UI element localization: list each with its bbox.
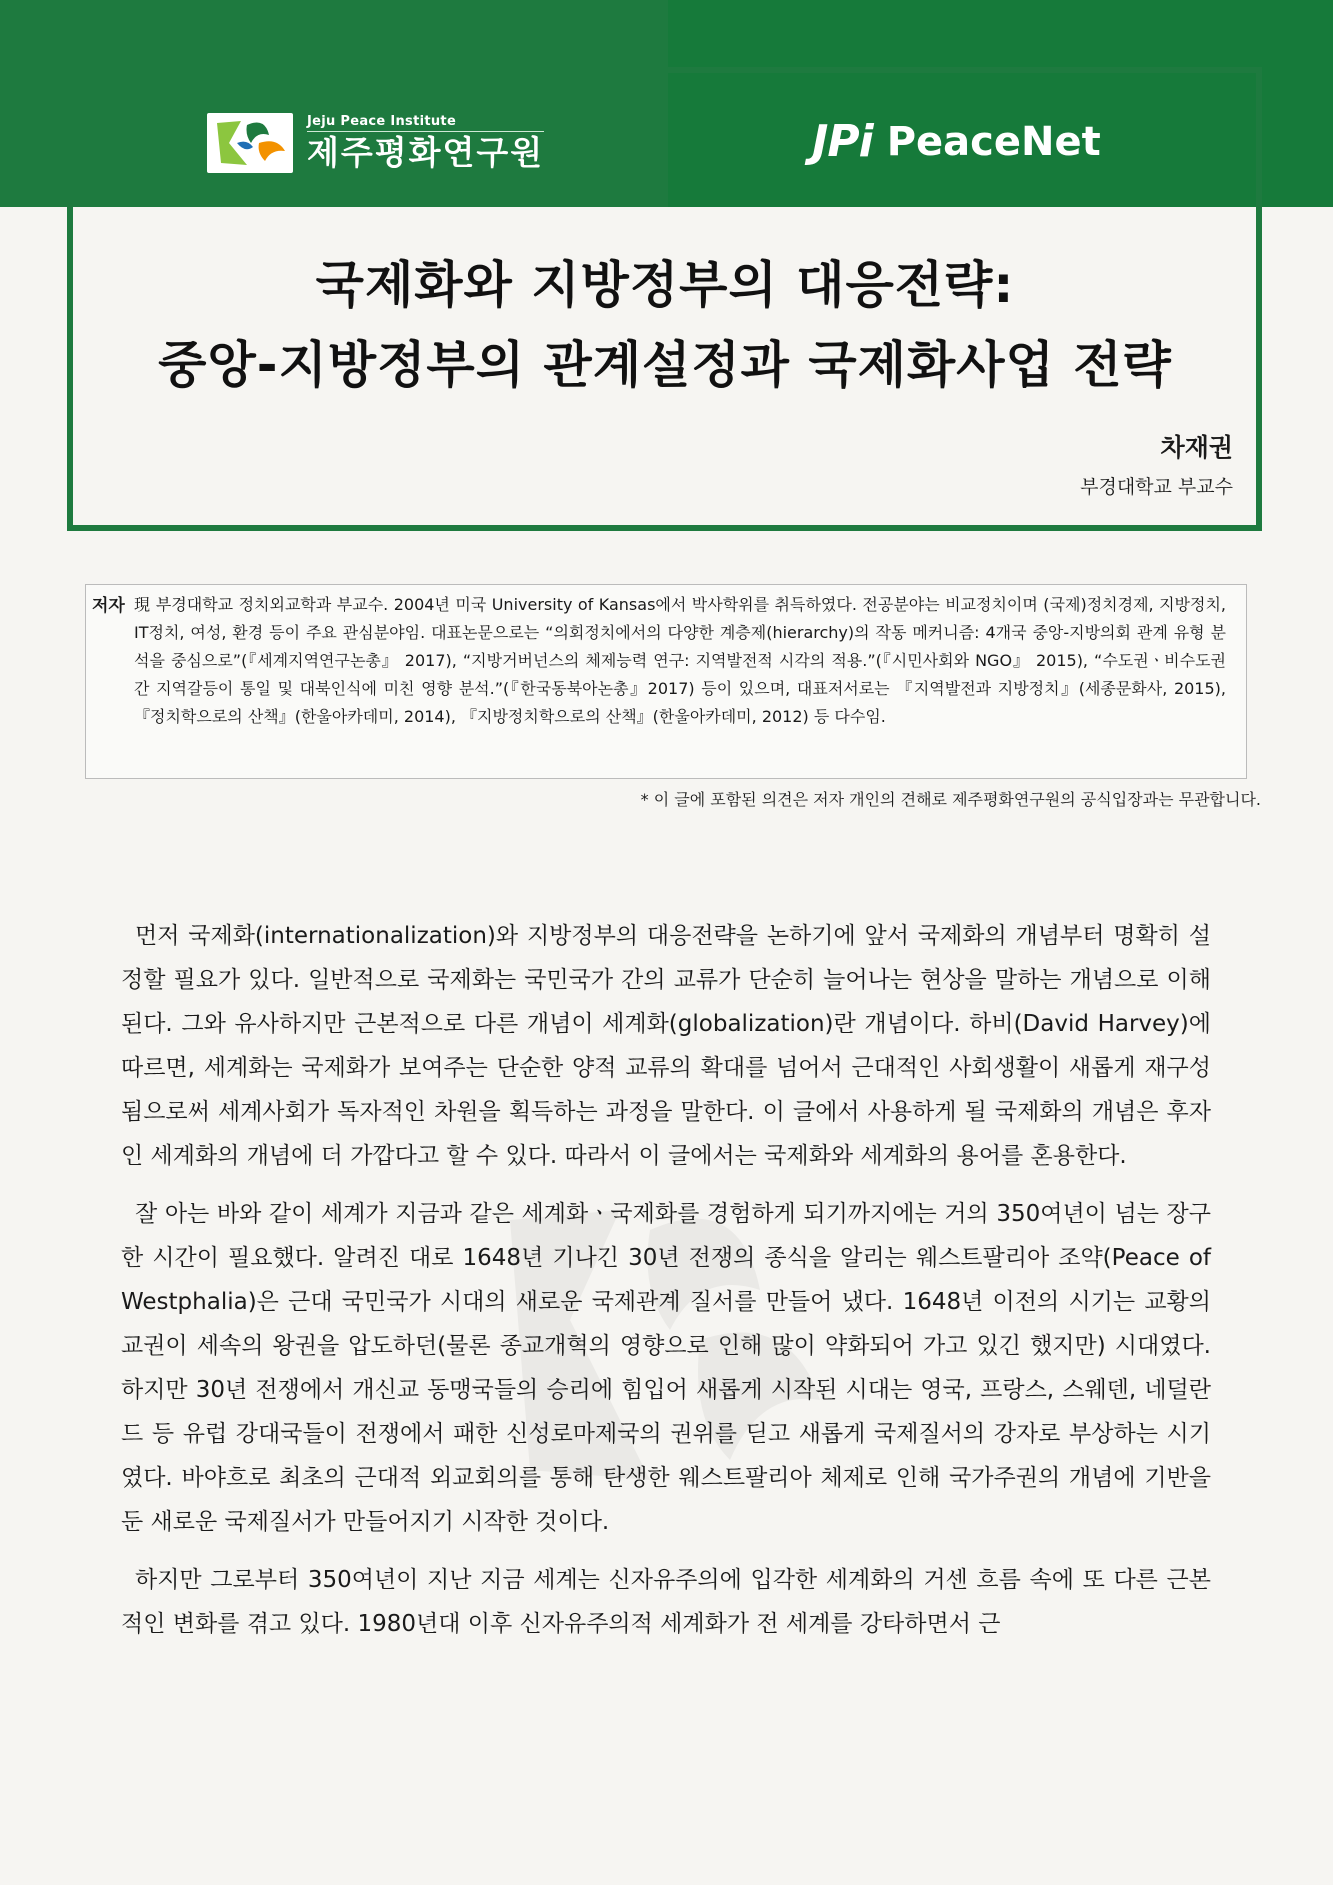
logo-korean-name: 제주평화연구원 xyxy=(307,132,545,172)
body-paragraph-2: 잘 아는 바와 같이 세계가 지금과 같은 세계화ㆍ국제화를 경험하게 되기까지에는 거의 350여년이 넘는 장구한 시간이 필요했다. 알려진 대로 1648년 기나긴 30년 전쟁의 종식을 알리는 웨스트팔리아 조약(Peace of Westphalia)은 근대 국민국가 시대의 새로운 국제관계 질서를 만들어 냈다. 1648년 이전의 시기는 교황의 교권이 세속의 왕권을 압도하던(물론 종교개혁의 영향으로 인해 많이 약화되어 가고 있긴 했지만) 시대였다. 하지만 30년 전쟁에서 개신교 동맹국들의 승리에 힘입어 새롭게 시작된 시대는 영국, 프랑스, 스웨덴, 네덜란드 등 유럽 강대국들이 전쟁에서 패한 신성로마제국의 권위를 딛고 새롭게 국제질서의 강자로 부상하는 시기였다. 바야흐로 최초의 근대적 외교회의를 통해 탄생한 웨스트팔리아 체제로 인해 국가주권의 개념에 기반을 둔 새로운 국제질서가 만들어지기 시작한 것이다. xyxy=(121,1201,1211,1535)
bio-label: 저자 xyxy=(92,596,125,616)
peacenet-name: PeaceNet xyxy=(886,118,1101,165)
bio-text: 現 부경대학교 정치외교학과 부교수. 2004년 미국 University of Kansas에서 박사학위를 취득하였다. 전공분야는 비교정치이며 (국제)정치경제, 지방정치, IT정치, 여성, 환경 등이 주요 관심분야임. 대표논문으로는 “의회정치에서의 다양한 계층제(hierarchy)의 작동 메커니즘: 4개국 중앙-지방의회 관계 유형 분석을 중심으로”(『세계지역연구논총』 2017), “지방거버넌스의 체제능력 연구: 지역발전적 시각의 적용.”(『시민사회와 NGO』 2015), “수도권ㆍ비수도권 간 지역갈등이 통일 및 대북인식에 미친 영향 분석.”(『한국동북아논총』2017) 등이 있으며, 대표저서로는 『지역발전과 지방정치』(세종문화사, 2015),『정치학으로의 산책』(한울아카데미, 2014), 『지방정치학으로의 산책』(한울아카데미, 2012) 등 다수임. xyxy=(134,595,1226,726)
article-body xyxy=(121,914,1211,1660)
author-name: 차재권 xyxy=(1160,433,1233,462)
title-line-2: 중앙-지방정부의 관계설정과 국제화사업 전략 xyxy=(158,336,1172,394)
disclaimer-note: * 이 글에 포함된 의견은 저자 개인의 견해로 제주평화연구원의 공식입장과는 무관합니다. xyxy=(640,790,1261,809)
title-line-1: 국제화와 지방정부의 대응전략: xyxy=(315,256,1015,314)
body-paragraph-3: 하지만 그로부터 350여년이 지난 지금 세계는 신자유주의에 입각한 세계화의 거센 흐름 속에 또 다른 근본적인 변화를 겪고 있다. 1980년대 이후 신자유주의적 세계화가 전 세계를 강타하면서 근 xyxy=(121,1567,1211,1637)
logo-english-name: Jeju Peace Institute xyxy=(307,114,544,132)
author-bio-box xyxy=(85,584,1247,779)
author-affiliation: 부경대학교 부교수 xyxy=(1080,476,1233,498)
peacenet-logo xyxy=(812,116,1101,167)
jpi-mark: JPi xyxy=(812,116,873,167)
dove-wings-logo-icon xyxy=(207,113,293,173)
jeju-peace-institute-logo xyxy=(207,110,544,175)
body-paragraph-1: 먼저 국제화(internationalization)와 지방정부의 대응전략을 논하기에 앞서 국제화의 개념부터 명확히 설정할 필요가 있다. 일반적으로 국제화는 국민국가 간의 교류가 단순히 늘어나는 현상을 말하는 개념으로 이해된다. 그와 유사하지만 근본적으로 다른 개념이 세계화(globalization)란 개념이다. 하비(David Harvey)에 따르면, 세계화는 국제화가 보여주는 단순한 양적 교류의 확대를 넘어서 근대적인 사회생활이 새롭게 재구성됨으로써 세계사회가 독자적인 차원을 획득하는 과정을 말한다. 이 글에서 사용하게 될 국제화의 개념은 후자인 세계화의 개념에 더 가깝다고 할 수 있다. 따라서 이 글에서는 국제화와 세계화의 용어를 혼용한다. xyxy=(121,923,1211,1169)
